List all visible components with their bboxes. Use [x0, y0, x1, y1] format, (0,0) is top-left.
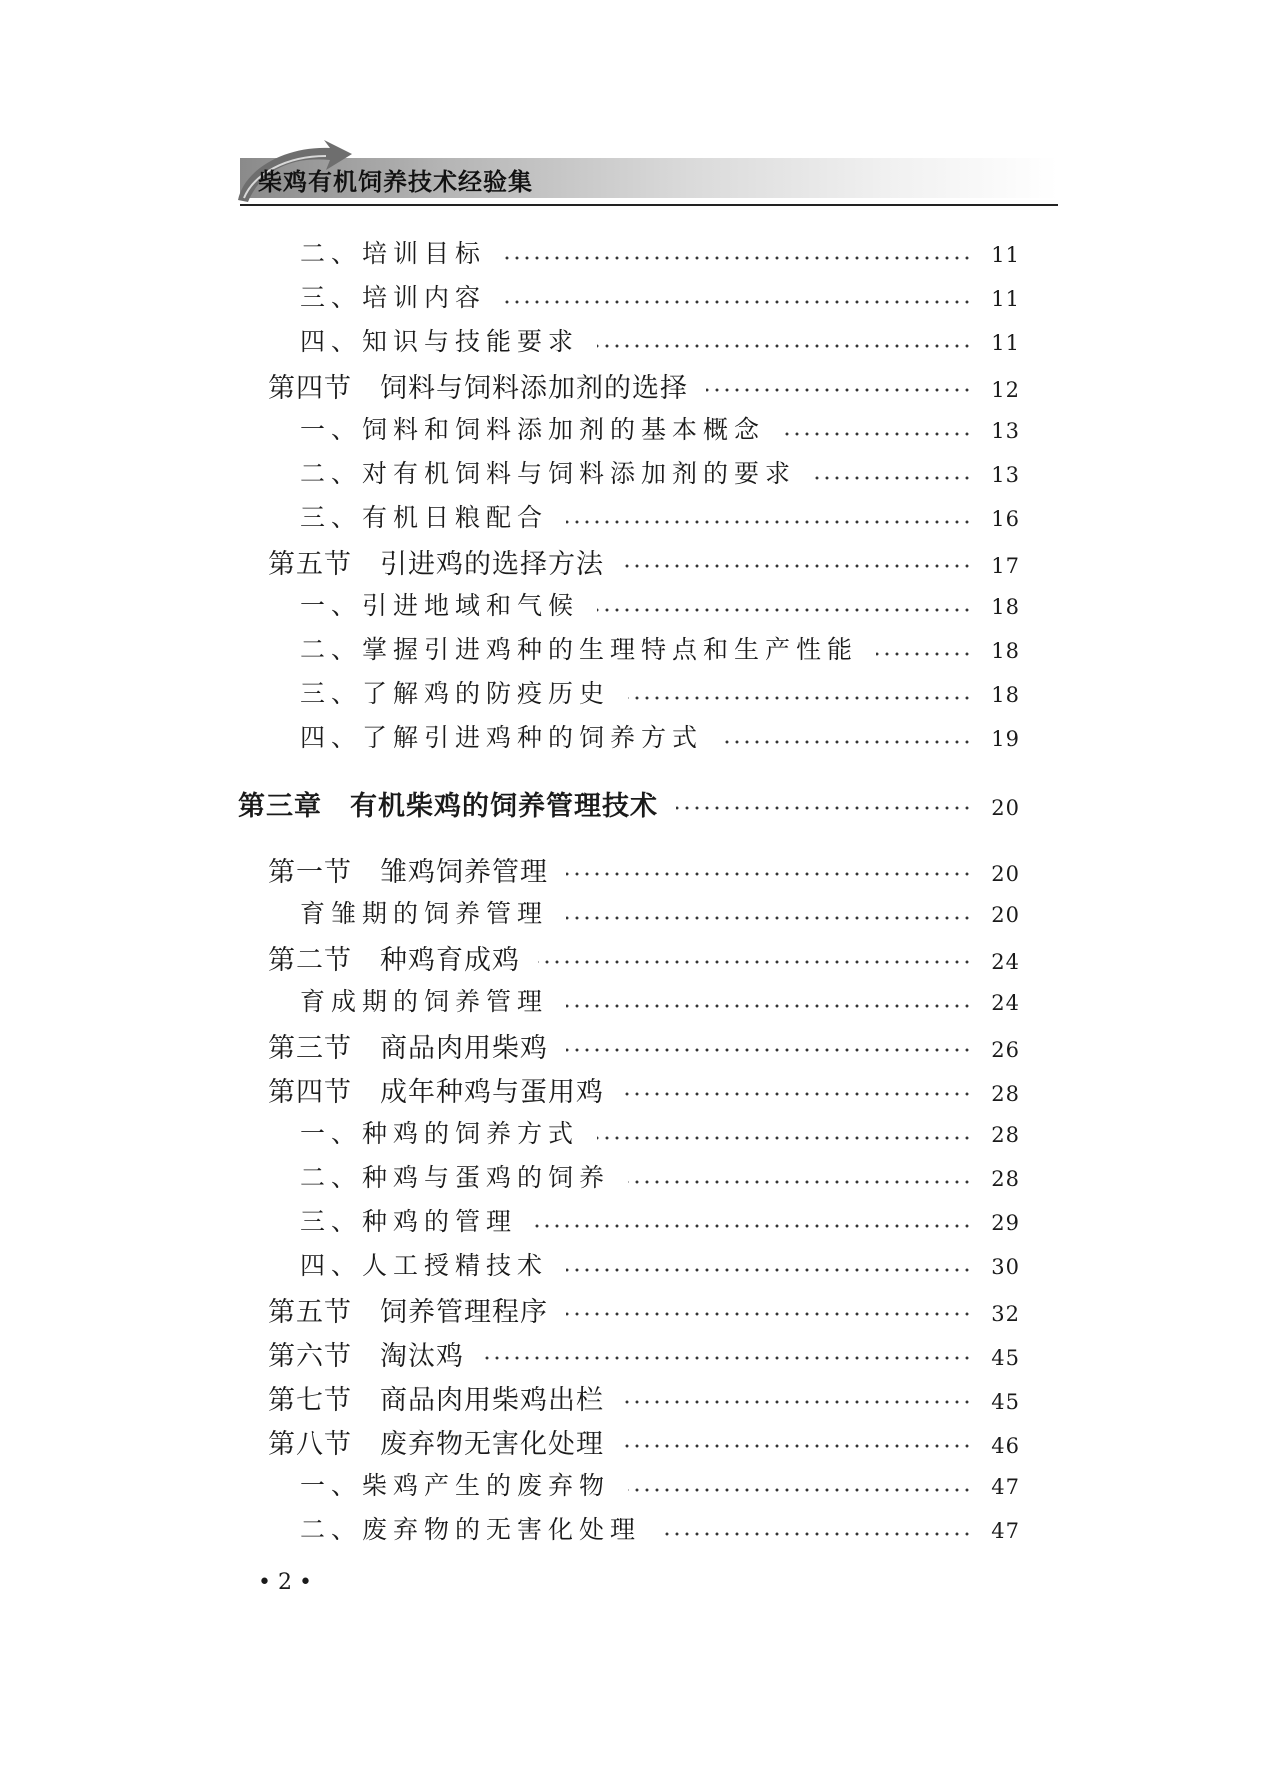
toc-leader-dots — [628, 696, 972, 700]
toc-chapter-entry[interactable] — [238, 784, 1020, 824]
toc-section-number: 第二节 — [268, 945, 352, 976]
toc-section-number: 第一节 — [268, 857, 352, 888]
toc-entry-title: 三、有机日粮配合 — [300, 503, 549, 532]
toc-entry-title: 二、掌握引进鸡种的生理特点和生产性能 — [300, 635, 859, 664]
toc-page-number: 11 — [991, 331, 1020, 355]
toc-page-number: 11 — [991, 287, 1020, 311]
toc-page-number: 24 — [991, 950, 1020, 974]
toc-section-number: 第八节 — [268, 1429, 352, 1460]
toc-entry[interactable] — [300, 630, 1020, 670]
toc-leader-dots — [622, 564, 972, 568]
toc-page-number: 13 — [991, 419, 1020, 443]
toc-section-entry[interactable] — [268, 938, 1020, 978]
toc-leader-dots — [597, 608, 972, 612]
toc-leader-dots — [876, 652, 972, 656]
toc-leader-dots — [566, 872, 972, 876]
toc-entry-title: 三、了解鸡的防疫历史 — [300, 679, 611, 708]
toc-section-title: 商品肉用柴鸡 — [380, 1033, 548, 1064]
toc-leader-dots — [482, 1356, 972, 1360]
toc-entry-title: 一、引进地域和气候 — [300, 591, 580, 620]
toc-page-number: 19 — [991, 727, 1020, 751]
toc-entry-title: 二、对有机饲料与饲料添加剂的要求 — [300, 459, 797, 488]
toc-leader-dots — [783, 432, 972, 436]
toc-entry[interactable] — [300, 1510, 1020, 1550]
toc-entry-title: 三、种鸡的管理 — [300, 1207, 518, 1236]
toc-section-title: 淘汰鸡 — [380, 1341, 464, 1372]
toc-entry[interactable] — [300, 1246, 1020, 1286]
toc-leader-dots — [814, 476, 972, 480]
toc-leader-dots — [566, 916, 972, 920]
toc-section-entry[interactable] — [268, 1290, 1020, 1330]
toc-section-number: 第四节 — [268, 373, 352, 404]
toc-leader-dots — [622, 1400, 972, 1404]
toc-section-entry[interactable] — [268, 850, 1020, 890]
toc-page-number: 46 — [991, 1434, 1020, 1458]
toc-page-number: 32 — [991, 1302, 1020, 1326]
toc-entry[interactable] — [300, 1466, 1020, 1506]
toc-page-number: 28 — [991, 1167, 1020, 1191]
toc-entry-title: 一、饲料和饲料添加剂的基本概念 — [300, 415, 766, 444]
toc-page-number: 13 — [991, 463, 1020, 487]
toc-page-number: 20 — [991, 903, 1020, 927]
toc-entry[interactable] — [300, 1158, 1020, 1198]
toc-section-entry[interactable] — [268, 1026, 1020, 1066]
toc-leader-dots — [706, 388, 972, 392]
toc-entry-title: 一、柴鸡产生的废弃物 — [300, 1471, 611, 1500]
toc-section-number: 第三节 — [268, 1033, 352, 1064]
toc-section-entry[interactable] — [268, 542, 1020, 582]
toc-page-number: 45 — [991, 1346, 1020, 1370]
toc-page-number: 16 — [991, 507, 1020, 531]
toc-entry-title: 四、人工授精技术 — [300, 1251, 549, 1280]
toc-section-number: 第七节 — [268, 1385, 352, 1416]
toc-page-number: 28 — [991, 1082, 1020, 1106]
toc-section-entry[interactable] — [268, 1070, 1020, 1110]
toc-page-number: 18 — [991, 639, 1020, 663]
toc-page-number: 20 — [991, 796, 1020, 820]
toc-section-title: 商品肉用柴鸡出栏 — [380, 1385, 604, 1416]
toc-leader-dots — [538, 960, 972, 964]
toc-entry-title: 三、培训内容 — [300, 283, 487, 312]
toc-leader-dots — [622, 1092, 972, 1096]
toc-entry-title: 一、种鸡的饲养方式 — [300, 1119, 580, 1148]
toc-entry[interactable] — [300, 718, 1020, 758]
toc-entry[interactable] — [300, 1114, 1020, 1154]
toc-section-number: 第四节 — [268, 1077, 352, 1108]
footer-page-number: • 2 • — [258, 1570, 312, 1595]
toc-entry[interactable] — [300, 454, 1020, 494]
toc-entry-title: 二、培训目标 — [300, 239, 487, 268]
toc-entry-title: 育成期的饲养管理 — [300, 987, 549, 1016]
toc-chapter-title: 有机柴鸡的饲养管理技术 — [350, 791, 658, 822]
toc-leader-dots — [628, 1180, 972, 1184]
toc-chapter-number: 第三章 — [238, 791, 322, 822]
toc-leader-dots — [504, 300, 972, 304]
toc-leader-dots — [566, 1004, 972, 1008]
toc-section-entry[interactable] — [268, 1378, 1020, 1418]
toc-leader-dots — [566, 1268, 972, 1272]
toc-page-number: 17 — [991, 554, 1020, 578]
toc-leader-dots — [535, 1224, 972, 1228]
toc-section-title: 成年种鸡与蛋用鸡 — [380, 1077, 604, 1108]
toc-leader-dots — [622, 1444, 972, 1448]
toc-entry[interactable] — [300, 982, 1020, 1022]
toc-entry[interactable] — [300, 278, 1020, 318]
toc-section-number: 第五节 — [268, 1297, 352, 1328]
toc-entry[interactable] — [300, 410, 1020, 450]
toc-entry[interactable] — [300, 322, 1020, 362]
toc-entry[interactable] — [300, 498, 1020, 538]
toc-page-number: 26 — [991, 1038, 1020, 1062]
toc-leader-dots — [566, 1312, 972, 1316]
toc-page-number: 20 — [991, 862, 1020, 886]
toc-leader-dots — [597, 1136, 972, 1140]
book-title: 柴鸡有机饲养技术经验集 — [258, 168, 533, 196]
toc-entry-title: 四、知识与技能要求 — [300, 327, 580, 356]
toc-section-entry[interactable] — [268, 1422, 1020, 1462]
toc-page-number: 12 — [991, 378, 1020, 402]
toc-section-title: 饲养管理程序 — [380, 1297, 548, 1328]
toc-entry[interactable] — [300, 674, 1020, 714]
toc-section-title: 种鸡育成鸡 — [380, 945, 520, 976]
toc-section-entry[interactable] — [268, 1334, 1020, 1374]
toc-section-title: 雏鸡饲养管理 — [380, 857, 548, 888]
toc-page-number: 30 — [991, 1255, 1020, 1279]
toc-page-number: 45 — [991, 1390, 1020, 1414]
toc-entry[interactable] — [300, 894, 1020, 934]
toc-page-number: 24 — [991, 991, 1020, 1015]
toc-page-number: 47 — [991, 1519, 1020, 1543]
toc-leader-dots — [504, 256, 972, 260]
toc-leader-dots — [597, 344, 972, 348]
toc-entry[interactable] — [300, 234, 1020, 274]
toc-page-number: 47 — [991, 1475, 1020, 1499]
toc-entry[interactable] — [300, 586, 1020, 626]
toc-section-entry[interactable] — [268, 366, 1020, 406]
toc-section-number: 第六节 — [268, 1341, 352, 1372]
toc-section-title: 饲料与饲料添加剂的选择 — [380, 373, 688, 404]
toc-entry-title: 二、种鸡与蛋鸡的饲养 — [300, 1163, 611, 1192]
toc-entry-title: 二、废弃物的无害化处理 — [300, 1515, 642, 1544]
toc-entry-title: 育雏期的饲养管理 — [300, 899, 549, 928]
toc-page-number: 18 — [991, 595, 1020, 619]
toc-leader-dots — [566, 1048, 972, 1052]
toc-section-number: 第五节 — [268, 549, 352, 580]
toc-leader-dots — [628, 1488, 972, 1492]
toc-leader-dots — [566, 520, 972, 524]
toc-leader-dots — [721, 740, 972, 744]
toc-page-number: 11 — [991, 243, 1020, 267]
toc-entry[interactable] — [300, 1202, 1020, 1242]
toc-section-title: 废弃物无害化处理 — [380, 1429, 604, 1460]
toc-page-number: 29 — [991, 1211, 1020, 1235]
toc-section-title: 引进鸡的选择方法 — [380, 549, 604, 580]
toc-leader-dots — [676, 806, 972, 810]
toc-page-number: 28 — [991, 1123, 1020, 1147]
toc-leader-dots — [659, 1532, 972, 1536]
toc-entry-title: 四、了解引进鸡种的饲养方式 — [300, 723, 704, 752]
toc-page-number: 18 — [991, 683, 1020, 707]
